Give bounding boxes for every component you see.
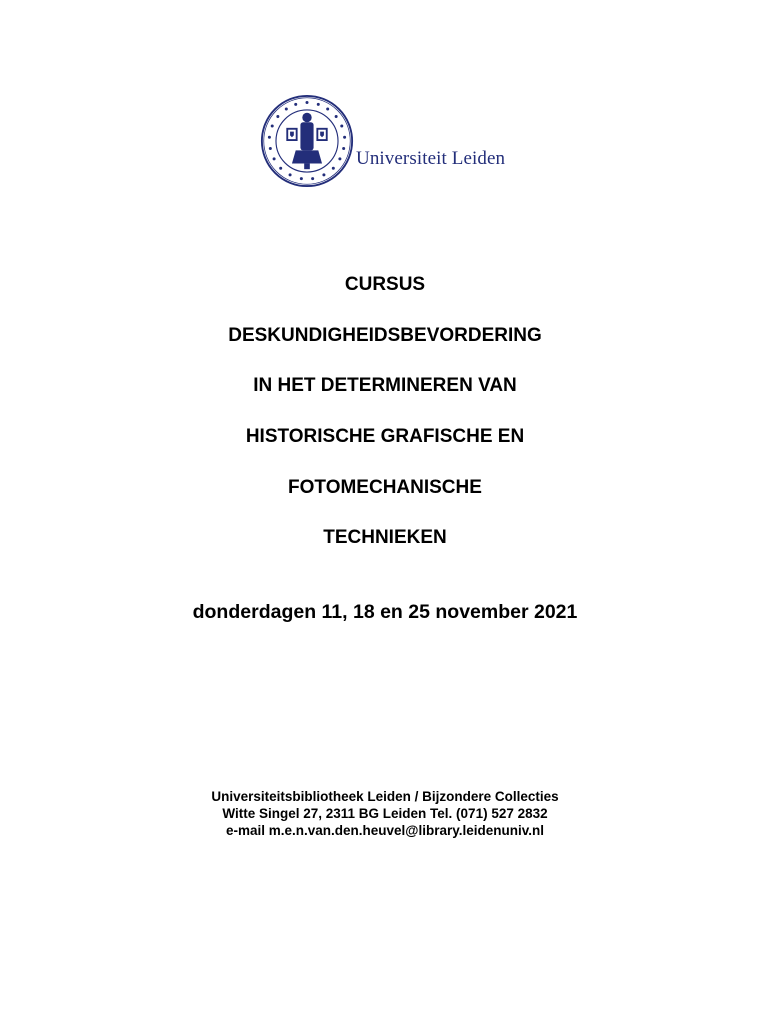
course-dates: donderdagen 11, 18 en 25 november 2021	[192, 601, 578, 623]
title-line-4: HISTORISCHE GRAFISCHE EN	[245, 426, 525, 447]
contact-organisation: Universiteitsbibliotheek Leiden / Bijzondere Collecties	[211, 789, 559, 804]
university-logo	[260, 94, 520, 190]
contact-email: e-mail m.e.n.van.den.heuvel@library.leidenuniv.nl	[225, 823, 544, 838]
title-line-3: IN HET DETERMINEREN VAN	[253, 375, 517, 396]
university-name: Universiteit Leiden	[356, 148, 506, 169]
contact-block	[0, 788, 770, 839]
title-line-1: CURSUS	[344, 274, 426, 295]
contact-address: Witte Singel 27, 2311 BG Leiden Tel. (071) 527 2832	[222, 806, 548, 821]
university-seal-icon	[260, 94, 354, 188]
title-line-6: TECHNIEKEN	[323, 527, 447, 548]
title-line-5: FOTOMECHANISCHE	[288, 477, 482, 498]
title-line-2: DESKUNDIGHEIDSBEVORDERING	[228, 325, 542, 346]
